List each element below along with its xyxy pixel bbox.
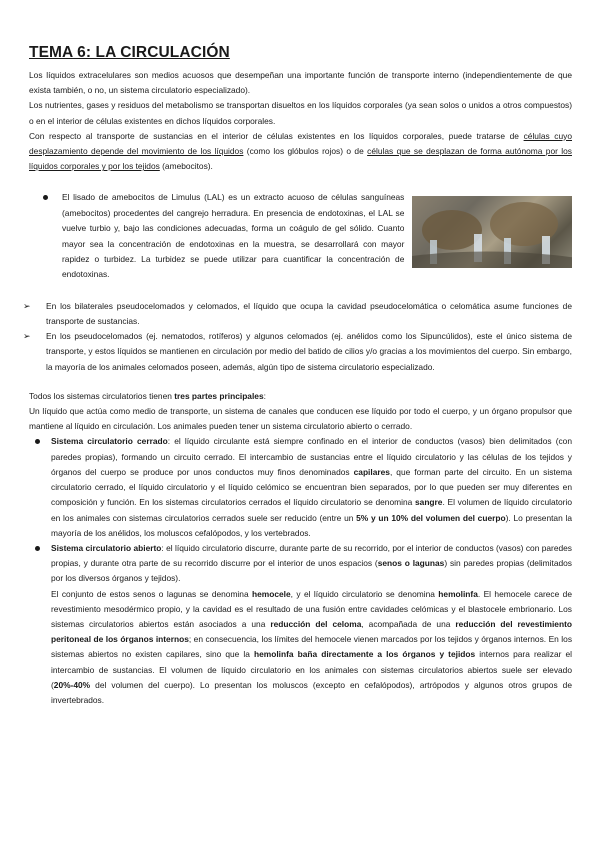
arrow-bullet-icon: ➢	[23, 331, 31, 342]
bullet-icon	[43, 195, 48, 200]
open-system-item	[29, 541, 572, 708]
lab-photo-illustration	[412, 196, 572, 268]
lal-text: El lisado de amebocitos de Limulus (LAL) es un extracto acuoso de células sanguíneas (amebocitos) procedentes del cangrejo herradura. En presencia de endotoxinas, el LAL se vuelve turbio y, bajo las condiciones adecuadas, forma un coágulo de gel sólido. Cuanto mayor sea la concentración de endotoxinas en la muestra, se desarrollará con mayor rapidez o turbidez. La turbidez se puede utilizar para cuantificar la concentración de endotoxinas.	[62, 192, 405, 280]
arrow-bullet-icon: ➢	[23, 300, 31, 311]
bold-phrase: tres partes principales	[174, 390, 264, 401]
open-system-label: Sistema circulatorio abierto	[51, 542, 162, 553]
intro-paragraph-3	[29, 129, 572, 175]
text-run: Todos los sistemas circulatorios tienen	[29, 390, 175, 401]
open-system-text: Sistema circulatorio abierto: el líquido circulatorio discurre, durante parte de su recorrido, por el interior de conductos (vasos) con paredes propias, y durante otra parte de su recorrido discurre por el interior de unos espacios (senos o lagunas) sin paredes propias (delimitados por los diversos órganos y tejidos).	[51, 542, 572, 584]
lal-section	[29, 190, 572, 282]
page-title: TEMA 6: LA CIRCULACIÓN	[29, 44, 230, 61]
closed-system-item	[29, 434, 572, 540]
bullet-icon	[35, 439, 40, 444]
bullet-icon	[35, 546, 40, 551]
text-run: Con respecto al transporte de sustancias en el interior de células existentes en los líquidos corporales, puede tratarse de	[29, 130, 524, 141]
parts-lead	[29, 389, 572, 404]
intro-paragraph-2: Los nutrientes, gases y residuos del metabolismo se transportan disueltos en los líquidos corporales (ya sean solos o unidos a otros compuestos) o en el interior de células existentes en dichos líquidos corporales.	[29, 100, 572, 126]
text-run: (como los glóbulos rojos) o de	[243, 146, 368, 157]
closed-system-label: Sistema circulatorio cerrado	[51, 436, 168, 447]
lal-bullet	[29, 190, 404, 282]
arrow-text-1: En los bilaterales pseudocelomados y celomados, el líquido que ocupa la cavidad pseudocelomática o celomática asume funciones de transporte de sustancias.	[46, 300, 572, 327]
underlined-phrase: células que se desplazan de forma autónoma por los líquidos corporales y por los tejidos	[29, 146, 572, 172]
underlined-phrase: células cuyo desplazamiento depende del movimiento de los líquidos	[29, 130, 572, 157]
lab-photo	[412, 196, 572, 268]
arrow-text-2: En los pseudocelomados (ej. nematodos, rotíferos) y algunos celomados (ej. anélidos como los Sipuncúlidos), este el único sistema de transporte, y estos líquidos se mantienen en circulación por medio del batido de cilios y/o gracias a los movimientos del cuerpo. Sin embargo, la mayoría de los animales celomados poseen, además, algún tipo de sistema circulatorio especializado.	[46, 331, 572, 372]
intro-paragraph-1: Los líquidos extracelulares son medios acuosos que desempeñan una importante función de transporte interno (independientemente de que exista también, o no, un sistema circulatorio especializado).	[29, 70, 572, 96]
closed-system-text: Sistema circulatorio cerrado: el líquido circulante está siempre confinado en el interior de conductos (vasos) bien delimitados (con paredes propias), formando un circuito cerrado. El intercambio de sustancias entre el líquido circulatorio y las células de los tejidos y órganos del cuerpo se produce por unos conductos muy finos denominados capilares, que forman parte del circuito. En un sistema circulatorio cerrado, el líquido circulatorio y el líquido celómico se encuentran bien separados, por lo que pueden ser muy diferentes en composición y función. En los sistemas circulatorios cerrados el líquido circulatorio se denomina sangre. El volumen de líquido circulatorio en los animales con sistemas circulatorios cerrados suele ser reducido (entre un 5% y un 10% del volumen del cuerpo). Lo presentan la mayoría de los anélidos, los moluscos cefalópodos, y los vertebrados.	[51, 436, 573, 538]
text-run: (amebocitos).	[159, 161, 213, 172]
open-system-detail: El conjunto de estos senos o lagunas se denomina hemocele, y el líquido circulatorio se denomina hemolinfa. El hemocele carece de revestimiento mesodérmico propio, y la cavidad es el resultado de una fusión entre cavidades celómicas y el blastocele embrionario. Los sistemas circulatorios abiertos están asociados a una reducción del celoma, acompañada de una reducción del revestimiento peritoneal de los órganos internos; en consecuencia, los límites del hemocele vienen marcados por los tejidos y órganos internos. En los sistemas abiertos no existen capilares, sino que la hemolinfa baña directamente a los órganos y tejidos internos para realizar el intercambio de sustancias. El volumen de líquido circulatorio en los animales con sistemas circulatorios abiertos suele ser elevado (20%-40% del volumen del cuerpo). Lo presentan los moluscos (excepto en cefalópodos), artrópodos y algunos otros grupos de invertebrados.	[51, 588, 573, 705]
parts-body: Un líquido que actúa como medio de transporte, un sistema de canales que conducen ese líquido por todo el cuerpo, y un órgano propulsor que mantiene al líquido en circulación. Los animales pueden tener un sistema circulatorio abierto o cerrado.	[29, 406, 572, 432]
arrow-item-1	[23, 299, 572, 329]
arrow-item-2	[23, 329, 572, 375]
text-run: :	[263, 390, 266, 401]
